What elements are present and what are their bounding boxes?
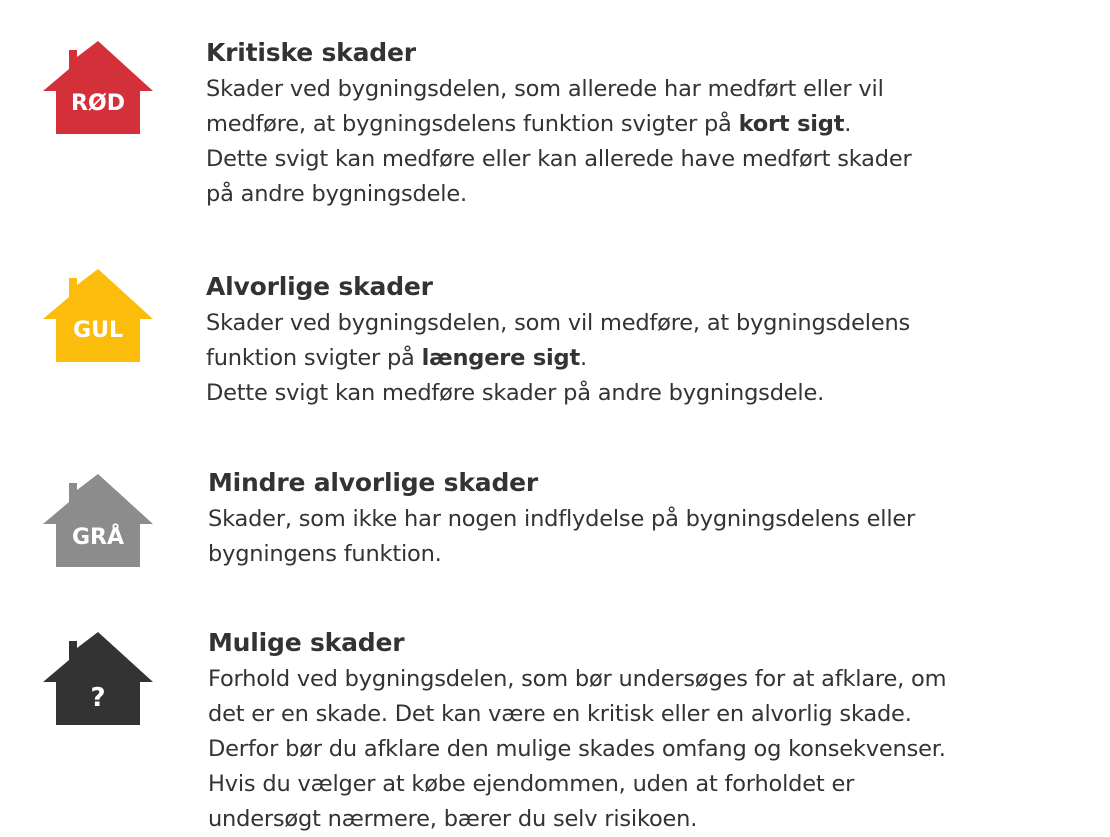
grey-title: Mindre alvorlige skader (208, 468, 539, 497)
red-house-body (43, 41, 153, 134)
red-house-shape (43, 41, 153, 134)
question-house-shape (43, 632, 153, 725)
red-text-block (206, 38, 1026, 212)
yellow-line-2-end: . (580, 345, 587, 371)
yellow-emphasis: længere sigt (421, 345, 581, 371)
red-line-4: på andre bygningsdele. (206, 181, 467, 207)
question-house-icon (43, 632, 153, 725)
grey-house-shape (43, 474, 153, 567)
yellow-house-body (43, 269, 153, 362)
yellow-line-3: Dette svigt kan medføre skader på andre bygningsdele. (206, 380, 825, 406)
red-title: Kritiske skader (206, 38, 416, 67)
red-line-3: Dette svigt kan medføre eller kan allerede have medført skader (206, 146, 912, 172)
yellow-text-block (206, 272, 1026, 411)
grey-text-block (208, 468, 1028, 572)
unknown-line-1: Forhold ved bygningsdelen, som bør undersøges for at afklare, om (208, 666, 947, 692)
yellow-house-shape (43, 269, 153, 362)
grey-line-2: bygningens funktion. (208, 541, 442, 567)
grey-house-label: GRÅ (71, 525, 125, 550)
yellow-line-2-start: funktion svigter på (206, 345, 422, 371)
grey-house-body (43, 474, 153, 567)
red-line-2-end: . (844, 111, 852, 137)
unknown-line-3: Derfor bør du afklare den mulige skades omfang og konsekvenser. (208, 736, 946, 762)
red-line-1: Skader ved bygningsdelen, som allerede har medført eller vil (206, 76, 884, 102)
yellow-house-icon (43, 269, 153, 362)
grey-line-1: Skader, som ikke har nogen indflydelse på bygningsdelens eller (208, 506, 916, 532)
yellow-house-label: GUL (73, 318, 123, 343)
red-line-2-start: medføre, at bygningsdelens funktion svigter på (206, 111, 739, 137)
red-house-label: RØD (71, 91, 125, 116)
question-house-label: ? (90, 683, 106, 713)
red-line-2 (206, 107, 1026, 142)
unknown-title: Mulige skader (208, 628, 405, 657)
unknown-line-5: undersøgt nærmere, bærer du selv risikoen. (208, 806, 698, 832)
unknown-text-block (208, 628, 1028, 837)
yellow-line-2 (206, 341, 1026, 376)
red-emphasis: kort sigt (738, 111, 845, 137)
red-description (206, 72, 1026, 212)
unknown-line-2: det er en skade. Det kan være en kritisk eller en alvorlig skade. (208, 701, 912, 727)
yellow-line-1: Skader ved bygningsdelen, som vil medføre, at bygningsdelens (206, 310, 911, 336)
grey-description (208, 502, 1028, 572)
grey-house-icon (43, 474, 153, 567)
yellow-description (206, 306, 1026, 411)
red-house-icon (43, 41, 153, 134)
unknown-line-4: Hvis du vælger at købe ejendommen, uden at forholdet er (208, 771, 855, 797)
yellow-title: Alvorlige skader (206, 272, 433, 301)
unknown-description (208, 662, 1028, 837)
